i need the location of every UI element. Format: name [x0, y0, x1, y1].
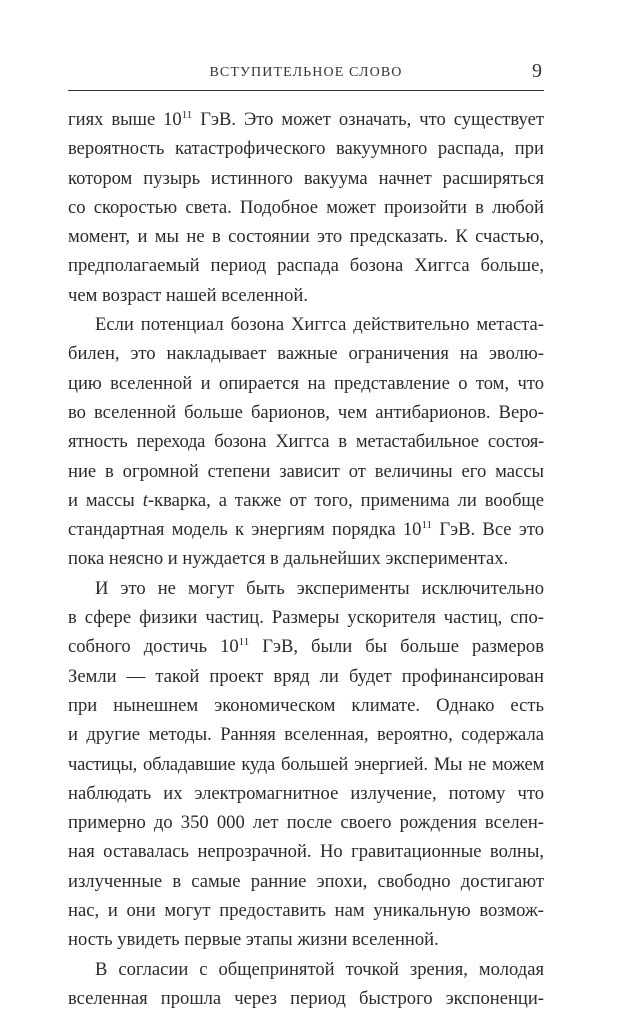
paragraph	[68, 105, 544, 310]
text-line: частицы, обладавшие куда большей энергией. Мы не можем	[68, 753, 544, 775]
text-line: момент, и мы не в состоянии это предсказать. К счастью,	[68, 226, 544, 248]
superscript: 11	[421, 519, 433, 532]
text-line: ние в огромной степени зависит от величины его массы	[68, 460, 544, 482]
text-line: ная оставалась непрозрачной. Но гравитационные волны,	[68, 841, 544, 863]
text-line: билен, это накладывает важные ограничения на эволю-	[68, 343, 544, 365]
text-line: и другие методы. Ранняя вселенная, вероятно, содержала	[68, 724, 544, 746]
text-line: во вселенной больше барионов, чем антибарионов. Веро-	[68, 401, 544, 423]
text-line: В согласии с общепринятой точкой зрения, молодая	[95, 958, 544, 980]
body-text	[68, 105, 544, 1013]
text-line: вселенная прошла через период быстрого экспоненци-	[68, 987, 544, 1009]
text-line: гиях выше $10^{11}$ ГэВ. Это может означать, что существует	[68, 109, 544, 130]
page-number: 9	[532, 60, 542, 82]
text-line: при нынешнем экономическом климате. Однако есть	[68, 694, 544, 716]
paragraph	[68, 574, 544, 955]
text-line: в сфере физики частиц. Размеры ускорителя частиц, спо-	[68, 607, 544, 629]
text-line: нас, и они могут предоставить нам уникальную возмож-	[68, 900, 544, 922]
text-line: примерно до 350 000 лет после своего рождения вселен-	[68, 812, 544, 834]
text-line: котором пузырь истинного вакуума начнет расширяться	[68, 167, 544, 189]
running-header-title: ВСТУПИТЕЛЬНОЕ СЛОВО	[209, 65, 403, 80]
text-line: пока неясно и нуждается в дальнейших экспериментах.	[68, 548, 509, 570]
text-line: со скоростью света. Подобное может произойти в любой	[68, 196, 544, 218]
superscript: 11	[181, 109, 193, 121]
text-line: вероятность катастрофического вакуумного распада, при	[68, 138, 544, 160]
text-line: чем возраст нашей вселенной.	[68, 284, 308, 306]
text-line: цию вселенной и опирается на представление о том, что	[68, 372, 544, 394]
text-line: И это не могут быть эксперименты исключительно	[95, 577, 544, 599]
text-line: ятность перехода бозона Хиггса в метастабильное состоя-	[68, 431, 544, 453]
text-line: наблюдать их электромагнитное излучение, потому что	[68, 782, 544, 804]
text-line: ность увидеть первые этапы жизни вселенной.	[68, 929, 439, 951]
text-line: стандартная модель к энергиям порядка $10^{11}$ ГэВ. Все это	[68, 519, 544, 541]
text-line: Если потенциал бозона Хиггса действительно метаста-	[95, 314, 544, 336]
paragraph	[68, 955, 544, 1013]
text-line: и массы t-кварка, а также от того, применима ли вообще	[68, 489, 544, 511]
text-line: собного достичь $10^{11}$ ГэВ, были бы больше размеров	[68, 636, 544, 658]
text-line: излученные в самые ранние эпохи, свободно достигают	[68, 870, 544, 892]
running-header	[68, 62, 544, 91]
paragraph	[68, 310, 544, 574]
text-line: предполагаемый период распада бозона Хиггса больше,	[68, 255, 544, 277]
text-line: Земли — такой проект вряд ли будет профинансирован	[68, 665, 544, 687]
superscript: 11	[238, 636, 250, 649]
